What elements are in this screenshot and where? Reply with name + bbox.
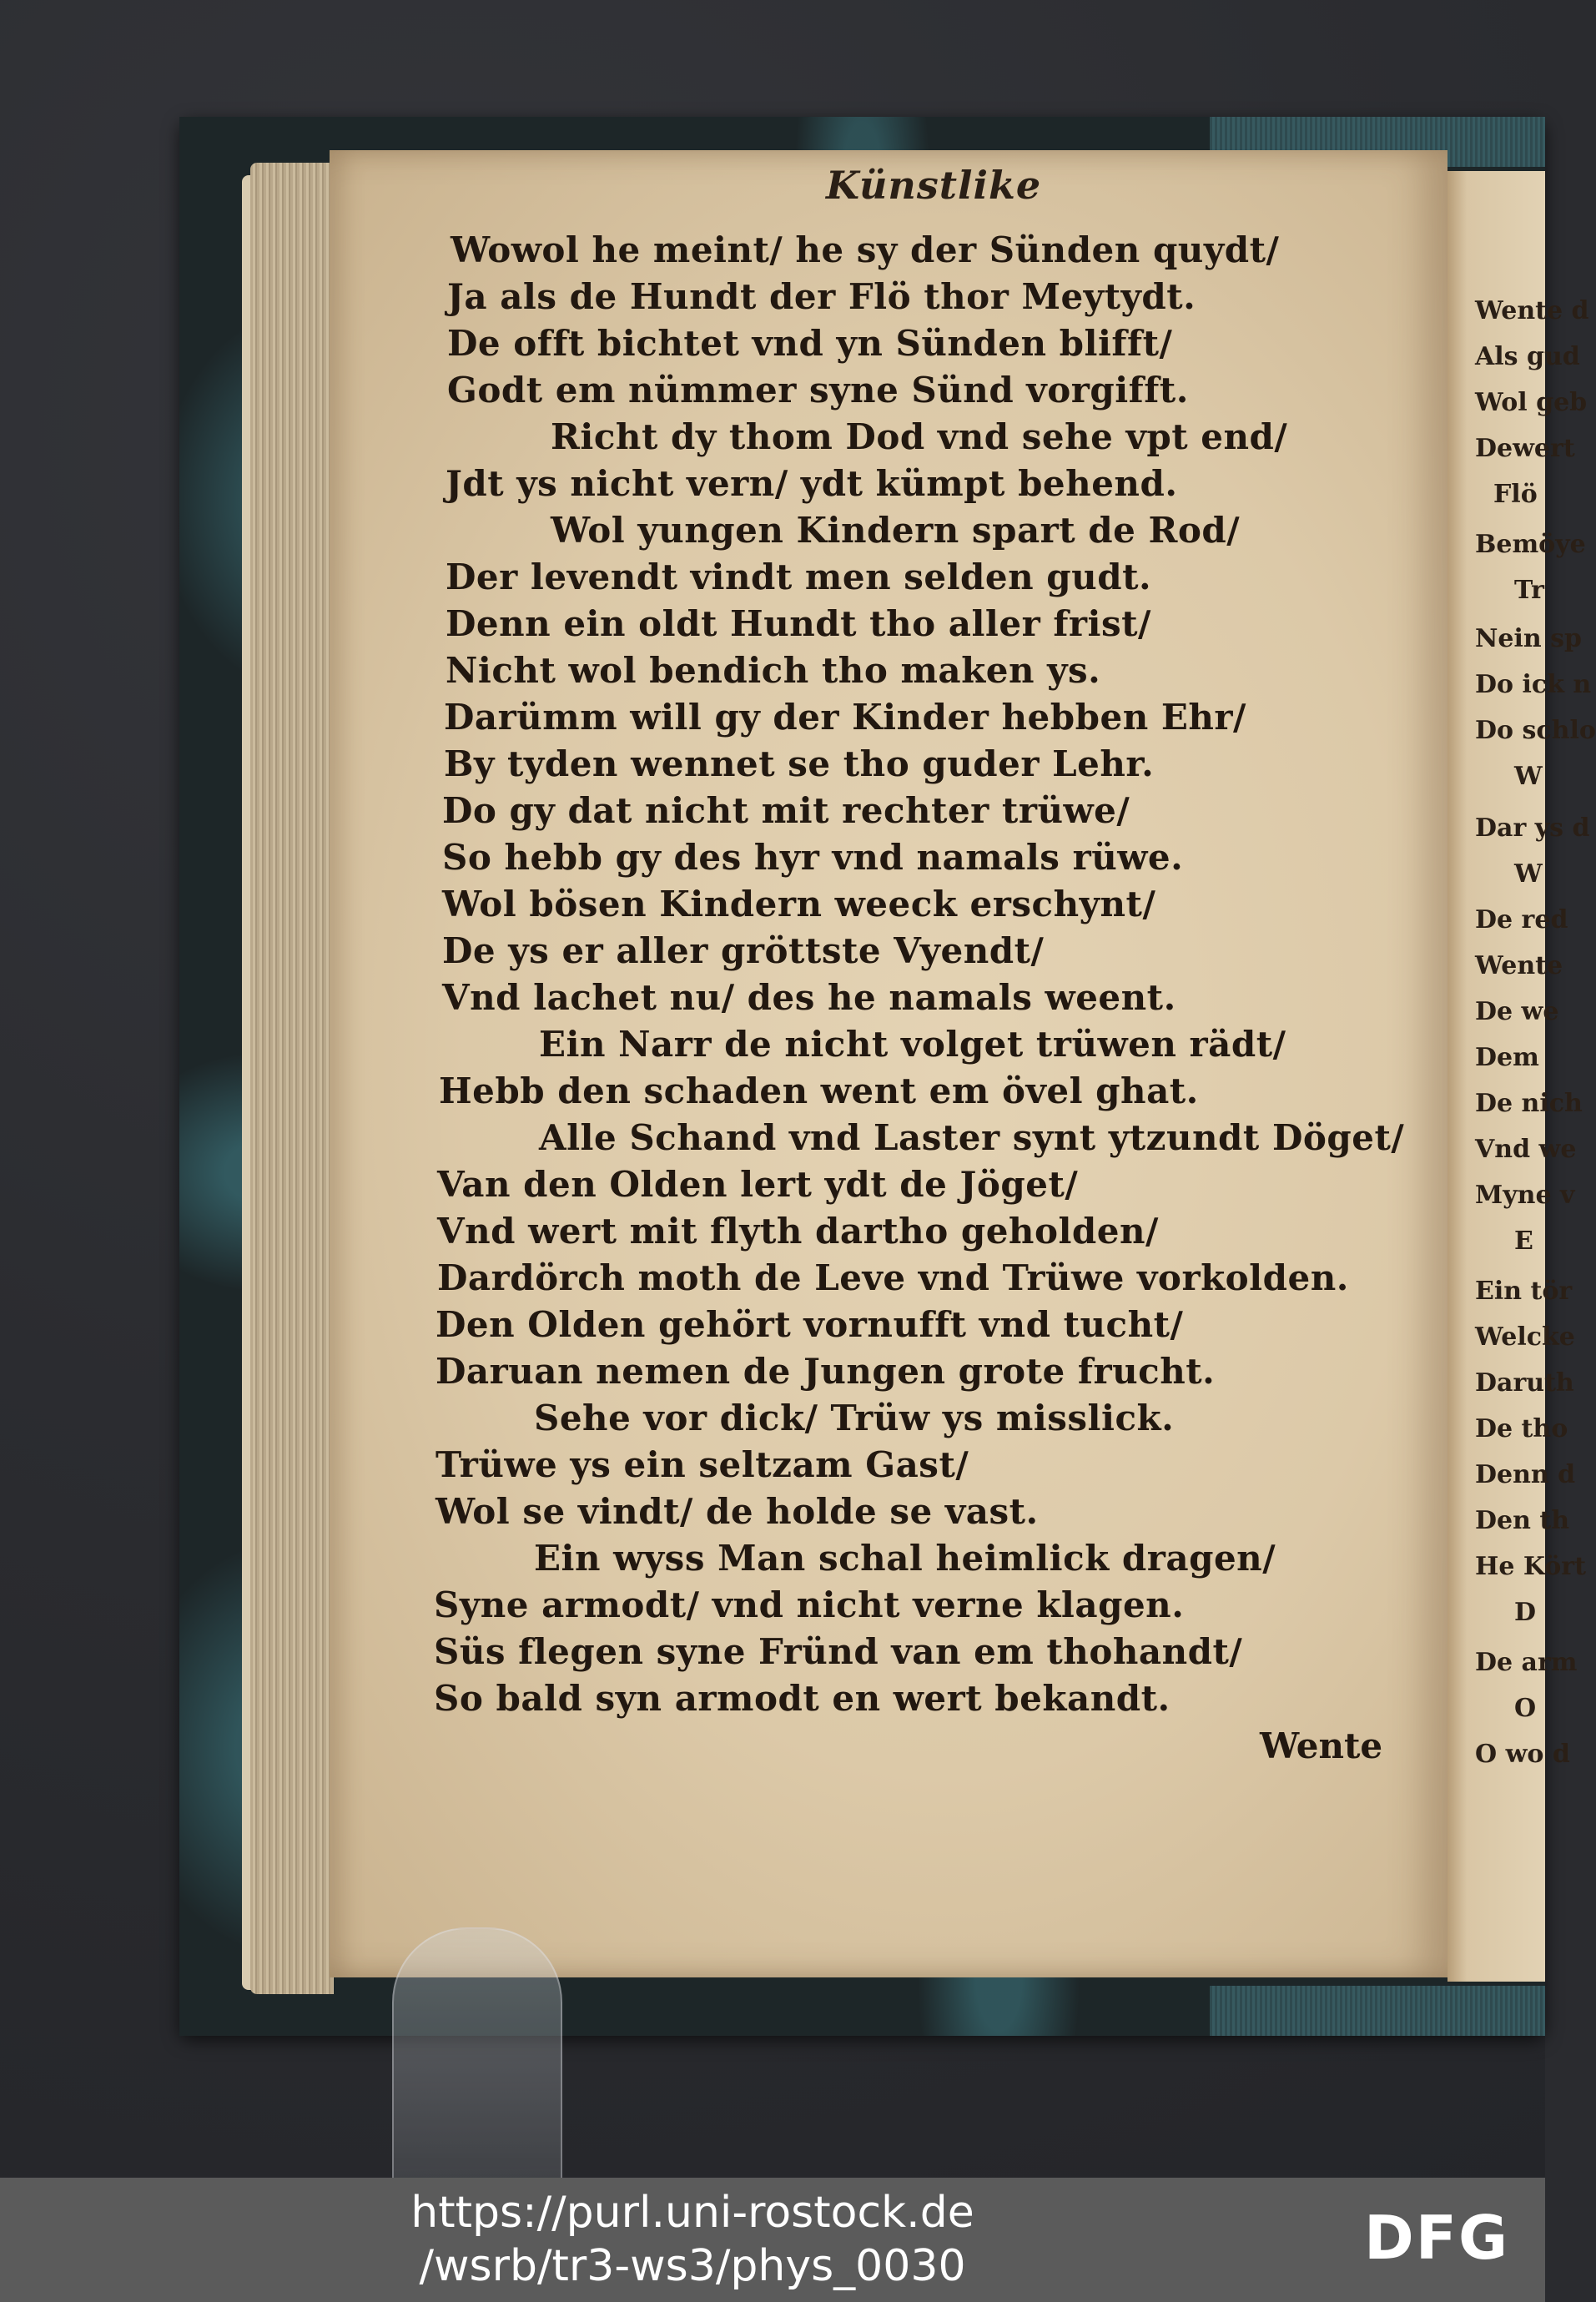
text-line: Alle Schand vnd Laster synt ytzundt Döget/ [539,1117,1405,1158]
facing-line: O [1514,1694,1537,1723]
spine-cloth-bottom [1210,1986,1545,2036]
catchword: Wente [1260,1725,1383,1766]
text-line: So hebb gy des hyr vnd namals rüwe. [442,837,1184,878]
text-line: Hebb den schaden went em övel ghat. [439,1070,1199,1111]
facing-line: Welcke [1475,1322,1575,1352]
text-line: Denn ein oldt Hundt tho aller frist/ [446,603,1151,644]
text-line: Godt em nümmer syne Sünd vorgifft. [447,370,1189,411]
text-line: Darümm will gy der Kinder hebben Ehr/ [444,697,1246,738]
text-line: By tyden wennet se tho guder Lehr. [444,743,1155,784]
facing-line: De red [1475,905,1568,934]
facing-line: Dewert [1475,434,1575,463]
facing-line: He Kört [1475,1552,1586,1581]
text-line: Ein Narr de nicht volget trüwen rädt/ [539,1024,1286,1065]
facing-line: De arm [1475,1648,1578,1677]
text-line: Wol se vindt/ de holde se vast. [436,1491,1039,1532]
text-line: Jdt ys nicht vern/ ydt kümpt behend. [446,463,1178,504]
facing-line: Dem [1475,1043,1539,1072]
facing-line: Tr [1514,576,1544,605]
facing-line: De nich [1475,1089,1583,1118]
text-line: Dardörch moth de Leve vnd Trüwe vorkolden. [437,1257,1349,1298]
dfg-logo: DFG [1364,2203,1510,2273]
facing-line: W [1514,859,1543,889]
facing-line: De tho [1475,1414,1568,1443]
text-line: Daruan nemen de Jungen grote frucht. [436,1351,1216,1392]
text-line: Syne armodt/ vnd nicht verne klagen. [434,1584,1185,1625]
facing-line: Vnd we [1475,1135,1577,1164]
facing-line: Als gud [1475,342,1580,371]
text-line: Do gy dat nicht mit rechter trüwe/ [442,790,1130,831]
permalink[interactable] [400,2186,984,2293]
facing-line: Nein sp [1475,624,1583,653]
text-line: Den Olden gehört vornufft vnd tucht/ [436,1304,1184,1345]
running-head: Künstlike [826,163,1042,208]
text-line: Trüwe ys ein seltzam Gast/ [436,1444,969,1485]
text-line: Van den Olden lert ydt de Jöget/ [437,1164,1079,1205]
text-line: De offt bichtet vnd yn Sünden blifft/ [447,323,1173,364]
facing-line: Daruth [1475,1368,1574,1398]
facing-line: Do ick n [1475,670,1592,699]
facing-line: Myne v [1475,1181,1575,1210]
facing-line: Flö [1493,480,1538,509]
text-line: Der levendt vindt men selden gudt. [446,557,1152,597]
facing-line: E [1514,1227,1533,1256]
facing-line: De we [1475,997,1559,1026]
facing-line: Den th [1475,1506,1570,1535]
permalink-line-1[interactable]: https://purl.uni-rostock.de [410,2188,974,2238]
text-line: De ys er aller gröttste Vyendt/ [442,930,1045,971]
facing-line: Wente d [1475,296,1589,325]
acrylic-page-holder [392,1927,562,2181]
facing-line: Do schlo [1475,716,1596,745]
facing-line: W [1514,762,1543,791]
text-line: Wol yungen Kindern spart de Rod/ [551,510,1241,551]
facing-line: Ein tör [1475,1277,1573,1306]
facing-line: Wol geb [1475,388,1588,417]
text-line: Richt dy thom Dod vnd sehe vpt end/ [551,416,1288,457]
text-line: Ein wyss Man schal heimlick dragen/ [534,1538,1276,1579]
permalink-line-2[interactable]: /wsrb/tr3-ws3/phys_0030 [419,2241,966,2291]
text-line: Süs flegen syne Fründ van em thohandt/ [434,1631,1243,1672]
facing-line: Denn d [1475,1460,1576,1489]
facing-line: D [1514,1598,1537,1627]
facing-line: O wo d [1475,1740,1570,1769]
text-line: Wol bösen Kindern weeck erschynt/ [442,884,1156,924]
text-line: So bald syn armodt en wert bekandt. [434,1678,1171,1719]
facing-line: Dar ys d [1475,814,1590,843]
facing-line: Wente [1475,951,1563,980]
text-line: Wowol he meint/ he sy der Sünden quydt/ [451,229,1280,270]
text-line: Ja als de Hundt der Flö thor Meytydt. [447,276,1196,317]
facing-line: Bemöye [1475,530,1586,559]
page-edges [250,163,334,1994]
text-line: Vnd lachet nu/ des he namals weent. [442,977,1176,1018]
text-line: Nicht wol bendich tho maken ys. [446,650,1101,691]
text-line: Vnd wert mit flyth dartho geholden/ [437,1211,1159,1252]
text-line: Sehe vor dick/ Trüw ys misslick. [534,1398,1175,1438]
